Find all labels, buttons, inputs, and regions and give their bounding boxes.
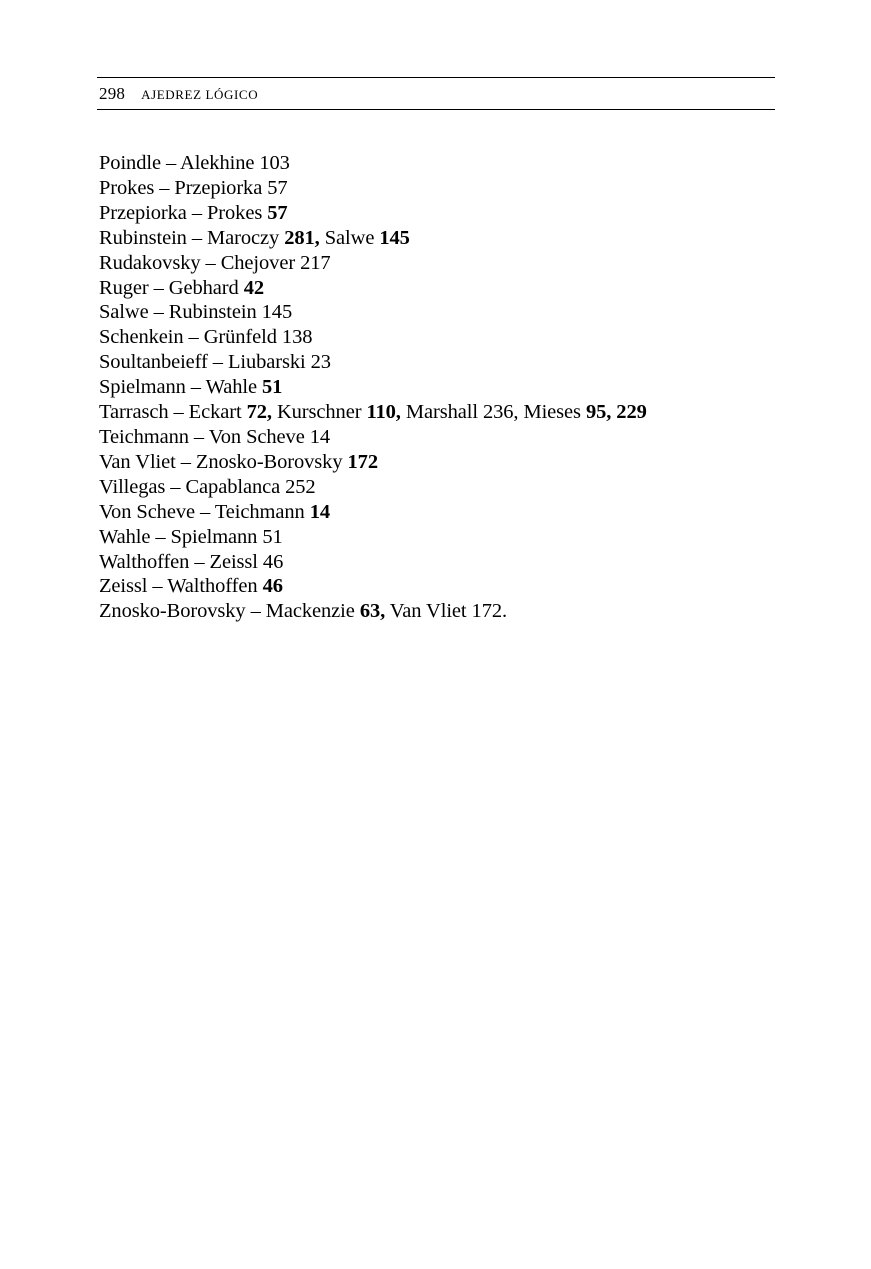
game-number-bold: 63, xyxy=(359,600,386,623)
index-entry xyxy=(99,599,647,624)
index-entry-text: Wahle – Spielmann 51 xyxy=(99,525,283,548)
game-number-bold: 95, 229 xyxy=(585,401,647,424)
index-entry-text: Salwe – Rubinstein 145 xyxy=(99,301,293,324)
index-entry-text: Marshall 236, Mieses xyxy=(400,401,586,424)
running-title: AJEDREZ LÓGICO xyxy=(141,87,259,102)
game-number-bold: 110, xyxy=(366,401,401,424)
page-number: 298 xyxy=(99,84,126,103)
index-entry xyxy=(99,300,647,325)
index-entry xyxy=(99,151,647,176)
index-entry-text: Van Vliet 172. xyxy=(385,600,508,623)
index-entry xyxy=(99,425,647,450)
players-index xyxy=(99,151,647,624)
game-number-bold: 145 xyxy=(379,226,410,249)
game-number-bold: 57 xyxy=(267,201,288,224)
index-entry xyxy=(99,574,647,599)
index-entry-text: Rudakovsky – Chejover 217 xyxy=(99,251,331,274)
index-entry-text: Salwe xyxy=(319,226,380,249)
index-entry xyxy=(99,375,647,400)
index-entry xyxy=(99,350,647,375)
running-header xyxy=(99,84,258,104)
index-entry-text: Spielmann – Wahle xyxy=(99,376,262,399)
index-entry xyxy=(99,226,647,251)
index-entry-text: Soultanbeieff – Liubarski 23 xyxy=(99,351,331,374)
index-entry-text: Kurschner xyxy=(271,401,367,424)
index-entry-text: Von Scheve – Teichmann xyxy=(99,500,310,523)
index-entry-text: Schenkein – Grünfeld 138 xyxy=(99,326,313,349)
index-entry xyxy=(99,525,647,550)
game-number-bold: 42 xyxy=(243,276,265,299)
game-number-bold: 14 xyxy=(309,500,331,523)
game-number-bold: 46 xyxy=(262,575,283,598)
game-number-bold: 72, xyxy=(246,401,272,424)
game-number-bold: 172 xyxy=(347,450,378,473)
header-rule-top xyxy=(97,77,775,78)
index-entry-text: Walthoffen – Zeissl 46 xyxy=(99,550,284,573)
index-entry xyxy=(99,550,647,575)
index-entry-text: Van Vliet – Znosko-Borovsky xyxy=(99,450,348,473)
index-entry xyxy=(99,251,647,276)
index-entry xyxy=(99,276,647,301)
index-entry xyxy=(99,176,647,201)
index-entry xyxy=(99,450,647,475)
index-entry-text: Prokes – Przepiorka 57 xyxy=(99,176,288,199)
index-entry-text: Przepiorka – Prokes xyxy=(99,201,268,224)
game-number-bold: 51 xyxy=(262,376,283,399)
index-entry-text: Tarrasch – Eckart xyxy=(99,401,247,424)
index-entry xyxy=(99,201,647,226)
index-entry-text: Zeissl – Walthoffen xyxy=(99,575,263,598)
index-entry-text: Poindle – Alekhine 103 xyxy=(99,152,290,174)
index-entry-text: Ruger – Gebhard xyxy=(99,276,244,299)
index-entry xyxy=(99,475,647,500)
index-entry xyxy=(99,400,647,425)
header-rule-bottom xyxy=(97,109,775,110)
game-number-bold: 281, xyxy=(284,226,320,249)
index-entry-text: Teichmann – Von Scheve 14 xyxy=(99,425,331,448)
index-entry xyxy=(99,325,647,350)
index-entry-text: Rubinstein – Maroczy xyxy=(99,226,285,249)
index-entry xyxy=(99,500,647,525)
index-entry-text: Znosko-Borovsky – Mackenzie xyxy=(99,600,360,623)
index-entry-text: Villegas – Capablanca 252 xyxy=(99,475,316,498)
